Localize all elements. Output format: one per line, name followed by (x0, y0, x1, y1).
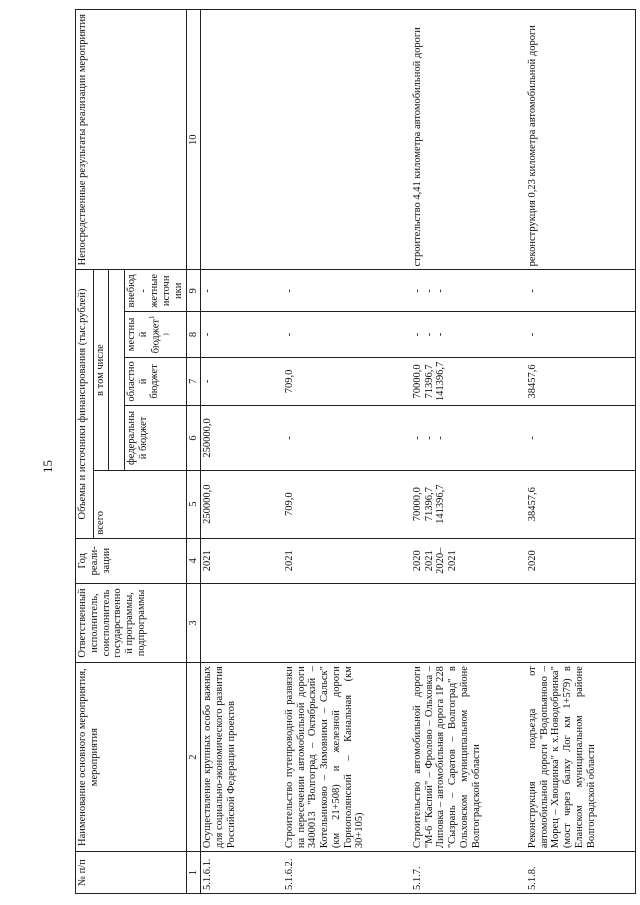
header-extrabudget: внебюд- жетные источники (124, 270, 186, 312)
row-num: 5.1.6.1. (201, 852, 283, 894)
header-row-1 (76, 10, 94, 894)
row-name: Строительство путепроводной развязки на пересечении автомобильной дороги 3400013 "Волгоград – Октябрьский – Котельниково – Зимовники – Сальск" (км 21+508) и железной дороги Горнополянский – Канальная (км 30+105) (283, 663, 411, 852)
row-local: - (526, 312, 636, 357)
row-name: Осуществление крупных особо важных для социально-экономического развития Российской Федерации проектов (201, 663, 283, 852)
row-local: - (283, 312, 411, 357)
row-regional: 709,0 (283, 357, 411, 406)
row-executor (411, 583, 526, 662)
header-financing: Объемы и источники финансирования (тыс.рублей) (76, 270, 94, 538)
row-federal: - - - (411, 406, 526, 471)
col-number: 9 (186, 270, 201, 312)
row-year: 2021 (201, 538, 283, 583)
row-regional: 70000,0 71396,7 141396,7 (411, 357, 526, 406)
table-row (283, 10, 411, 894)
header-result: Непосредственные результаты реализации мероприятия (76, 10, 187, 270)
row-executor (201, 583, 283, 662)
header-total: всего (94, 470, 187, 538)
header-local-footnote: 1) (148, 315, 170, 336)
row-regional: 38457,6 (526, 357, 636, 406)
row-num: 5.1.7. (411, 852, 526, 894)
header-including: в том числе (94, 270, 109, 470)
row-extrabudget: - (201, 270, 283, 312)
page-number: 15 (40, 460, 55, 473)
header-local (124, 312, 186, 357)
header-local-text: местный бюджет (125, 317, 162, 354)
row-name: Реконструкция подъезда от автомобильной дороги "Водопьяново – Морец – Хвощинка" к х.Новодобринка" (мост через балку Лог км 1+579) в Еланском муниципальном районе Волгоградской области (526, 663, 636, 852)
row-result (283, 10, 411, 270)
row-year: 2020 (526, 538, 636, 583)
col-number: 3 (186, 583, 201, 662)
col-number: 8 (186, 312, 201, 357)
row-total: 70000,0 71396,7 141396,7 (411, 470, 526, 538)
col-number: 5 (186, 470, 201, 538)
row-total: 250000,0 (201, 470, 283, 538)
row-federal: 250000,0 (201, 406, 283, 471)
row-extrabudget: - (283, 270, 411, 312)
col-number: 2 (186, 663, 201, 852)
header-name: Наименование основного мероприятия, мероприятия (76, 663, 187, 852)
col-number: 10 (186, 10, 201, 270)
col-number: 4 (186, 538, 201, 583)
row-year: 2021 (283, 538, 411, 583)
row-num: 5.1.8. (526, 852, 636, 894)
row-result: строительство 4,41 километра автомобильной дороги (411, 10, 526, 270)
row-federal: - (526, 406, 636, 471)
row-year: 2020 2021 2020–2021 (411, 538, 526, 583)
row-local: - - - (411, 312, 526, 357)
row-num: 5.1.6.2. (283, 852, 411, 894)
row-executor (283, 583, 411, 662)
header-num: № п/п (76, 852, 187, 894)
header-regional: областной бюджет (124, 357, 186, 406)
row-extrabudget: - - - (411, 270, 526, 312)
header-federal: федеральный бюджет (124, 406, 186, 471)
table-row (201, 10, 283, 894)
col-number: 1 (186, 852, 201, 894)
row-total: 38457,6 (526, 470, 636, 538)
row-name: Строительство автомобильной дороги "М-6 "Каспий" – Фролово – Ольховка – Липовка – автомобильная дорога 1Р 228 "Сызрань – Саратов – Волгоград" в Ольховском муниципальном районе Волгоградской области (411, 663, 526, 852)
row-result: реконструкция 0,23 километра автомобильной дороги (526, 10, 636, 270)
row-local: - (201, 312, 283, 357)
table-row (526, 10, 636, 894)
col-number: 7 (186, 357, 201, 406)
row-total: 709,0 (283, 470, 411, 538)
header-year: Год реали- зации (76, 538, 187, 583)
program-table (75, 9, 636, 894)
column-numbers-row (186, 10, 201, 894)
table-row (411, 10, 526, 894)
row-regional: - (201, 357, 283, 406)
row-executor (526, 583, 636, 662)
col-number: 6 (186, 406, 201, 471)
row-result (201, 10, 283, 270)
row-extrabudget: - (526, 270, 636, 312)
header-executor: Ответственный исполнитель, соисполнитель государственной программы, подпрограммы (76, 583, 187, 662)
row-federal: - (283, 406, 411, 471)
